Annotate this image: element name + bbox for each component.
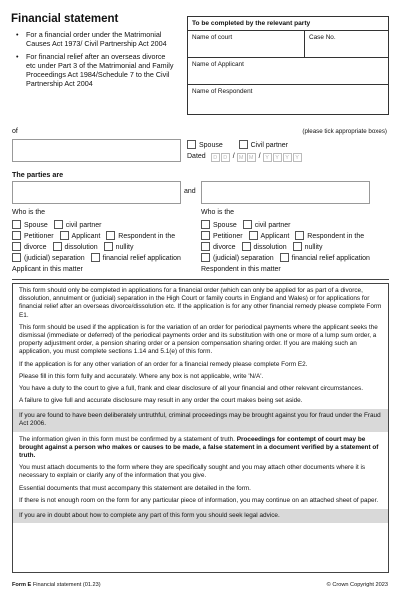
date-year-1[interactable]: Y: [263, 153, 272, 162]
form-footer: [12, 582, 101, 589]
relevant-party-box: [187, 16, 389, 115]
of-name-field[interactable]: [12, 139, 181, 162]
right-civil-partner-checkbox[interactable]: [243, 220, 252, 229]
left-respondent-checkbox[interactable]: [106, 231, 115, 240]
left-in-matter-label: Applicant in this matter: [12, 266, 83, 273]
guidance-paragraph: Please fill in this form fully and accurately. Where any box is not applicable, write 'N/A'.: [19, 372, 264, 380]
copyright: © Crown Copyright 2023: [326, 582, 388, 588]
left-petitioner-checkbox[interactable]: [12, 231, 21, 240]
left-civil-partner-label: civil partner: [65, 222, 102, 229]
right-applicant-checkbox[interactable]: [249, 231, 258, 240]
form-id: Form E: [12, 582, 32, 588]
civil-partner-label: Civil partner: [250, 142, 289, 149]
of-label: of: [12, 128, 18, 135]
guidance-paragraph: If the application is for any other variation of an order for a financial remedy please complete Form E2.: [19, 360, 308, 368]
right-applicant-label: Applicant: [260, 233, 290, 240]
date-separator: /: [232, 153, 235, 161]
left-spouse-checkbox[interactable]: [12, 220, 21, 229]
left-dissolution-checkbox[interactable]: [53, 242, 62, 251]
guidance-paragraph: If there is not enough room on the form for any particular piece of information, you may continue on an attached sheet of paper.: [19, 496, 379, 504]
left-dissolution-label: dissolution: [64, 244, 98, 251]
guidance-box: [12, 283, 389, 573]
right-financial-relief-checkbox[interactable]: [280, 253, 289, 262]
left-spouse-label: Spouse: [24, 222, 48, 229]
dated-label: Dated: [187, 153, 206, 161]
right-spouse-checkbox[interactable]: [201, 220, 210, 229]
left-respondent-label: Respondent in the: [118, 233, 176, 240]
left-applicant-label: Applicant: [71, 233, 101, 240]
guidance-paragraph: You must attach documents to the form where they are specifically sought and you may attach other documents where it is necessary to explain or clarify any of the information that you give.: [19, 464, 366, 480]
right-respondent-label: Respondent in the: [307, 233, 365, 240]
statement-of-truth-paragraph: [19, 436, 382, 461]
left-divorce-checkbox[interactable]: [12, 242, 21, 251]
right-divorce-label: divorce: [213, 244, 236, 251]
purpose-list: [16, 30, 176, 92]
dated-row: [187, 153, 303, 162]
guidance-paragraph: You have a duty to the court to give a full, frank and clear disclosure of all your financial and other relevant circumstances.: [19, 384, 363, 392]
date-month-2[interactable]: M: [247, 153, 256, 162]
case-number-field[interactable]: [305, 31, 340, 57]
contempt-warning: Proceedings for contempt of court may be brought against a person who makes or causes to be made, a false statement in a document verified by a statement of truth.: [19, 435, 379, 459]
party-two-field[interactable]: [201, 181, 370, 204]
right-nullity-label: nullity: [304, 244, 323, 251]
right-judicial-separation-label: (judicial) separation: [213, 255, 274, 262]
right-dissolution-label: dissolution: [253, 244, 287, 251]
legal-advice-note: If you are in doubt about how to complete any part of this form you should seek legal advice.: [13, 509, 388, 523]
date-month-1[interactable]: M: [237, 153, 246, 162]
section-divider: [12, 279, 389, 280]
right-spouse-label: Spouse: [213, 222, 237, 229]
applicant-name-label: Name of Applicant: [192, 61, 244, 68]
left-nullity-checkbox[interactable]: [104, 242, 113, 251]
right-dissolution-checkbox[interactable]: [242, 242, 251, 251]
guidance-paragraph: This form should be used if the application is for the variation of an order for periodical payments where the applicant seeks the dismissal (immediate or deferred) of the periodical payments order and its substitution with one or more of a lump sum order, a property adjustment order, a pension sharing order or a pension compensation sharing order. If you are making such an application, you must complete sections 1.14 and 5.1(e) of this form.: [19, 323, 378, 356]
date-year-2[interactable]: Y: [273, 153, 282, 162]
date-separator: /: [258, 153, 261, 161]
purpose-item: • For a financial order under the Matrimonial Causes Act 1973/ Civil Partnership Act 2004: [16, 30, 176, 48]
right-nullity-checkbox[interactable]: [293, 242, 302, 251]
date-day-1[interactable]: D: [211, 153, 220, 162]
date-year-4[interactable]: Y: [293, 153, 302, 162]
purpose-item: • For financial relief after an overseas divorce etc under Part 3 of the Matrimonial and Family Proceedings Act 1984/Schedule 7 to the Civil Partnership Act 2004: [16, 52, 176, 88]
form-name: Financial statement (01.23): [32, 582, 101, 588]
right-divorce-checkbox[interactable]: [201, 242, 210, 251]
spouse-checkbox[interactable]: [187, 140, 196, 149]
party-one-field[interactable]: [12, 181, 181, 204]
left-divorce-label: divorce: [24, 244, 47, 251]
respondent-name-label: Name of Respondent: [192, 88, 253, 95]
right-in-matter-label: Respondent in this matter: [201, 266, 281, 273]
left-judicial-separation-checkbox[interactable]: [12, 253, 21, 262]
date-day-2[interactable]: D: [221, 153, 230, 162]
civil-partner-checkbox[interactable]: [239, 140, 248, 149]
right-financial-relief-label: financial relief application: [291, 255, 370, 262]
court-row: [188, 31, 388, 58]
form-title: Financial statement: [11, 13, 119, 25]
court-name-label: Name of court: [192, 34, 233, 41]
tick-note: (please tick appropriate boxes): [302, 128, 387, 135]
left-petitioner-label: Petitioner: [24, 233, 54, 240]
date-year-3[interactable]: Y: [283, 153, 292, 162]
guidance-paragraph: A failure to give full and accurate disclosure may result in any order the court makes being set aside.: [19, 397, 303, 405]
left-applicant-checkbox[interactable]: [60, 231, 69, 240]
and-label: and: [184, 188, 196, 195]
case-number-label: Case No.: [309, 34, 336, 41]
left-financial-relief-checkbox[interactable]: [91, 253, 100, 262]
respondent-name-field[interactable]: [188, 85, 388, 114]
right-petitioner-label: Petitioner: [213, 233, 243, 240]
right-petitioner-checkbox[interactable]: [201, 231, 210, 240]
guidance-paragraph: This form should only be completed in applications for a financial order (which can only be applied for as part of a divorce, dissolution, annulment or (judicial) separation in the High Court or family courts in England and Wales) or for applications for financial relief after an overseas divorce/dissolution etc. If the application is for any other financial remedy please complete Form E1.: [19, 287, 382, 319]
applicant-name-field[interactable]: [188, 58, 388, 85]
statement-of-truth-text: The information given in this form must be confirmed by a statement of truth.: [19, 435, 237, 443]
right-civil-partner-label: civil partner: [254, 222, 291, 229]
party-box-heading: To be completed by the relevant party: [188, 17, 388, 31]
who-is-right: [201, 209, 391, 277]
right-respondent-checkbox[interactable]: [295, 231, 304, 240]
parties-heading: The parties are: [12, 170, 64, 179]
fraud-warning: If you are found to have been deliberately untruthful, criminal proceedings may be brought against you for fraud under the Fraud Act 2006.: [13, 409, 388, 431]
right-judicial-separation-checkbox[interactable]: [201, 253, 210, 262]
relationship-row: [187, 140, 288, 150]
who-is-label: Who is the: [201, 209, 235, 216]
left-judicial-separation-label: (judicial) separation: [24, 255, 85, 262]
court-name-field[interactable]: [188, 31, 305, 57]
left-nullity-label: nullity: [115, 244, 134, 251]
guidance-paragraph: Essential documents that must accompany this statement are detailed in the form.: [19, 484, 251, 492]
left-financial-relief-label: financial relief application: [102, 255, 181, 262]
who-is-label: Who is the: [12, 209, 46, 216]
spouse-label: Spouse: [199, 142, 223, 149]
left-civil-partner-checkbox[interactable]: [54, 220, 63, 229]
who-is-left: [12, 209, 202, 277]
